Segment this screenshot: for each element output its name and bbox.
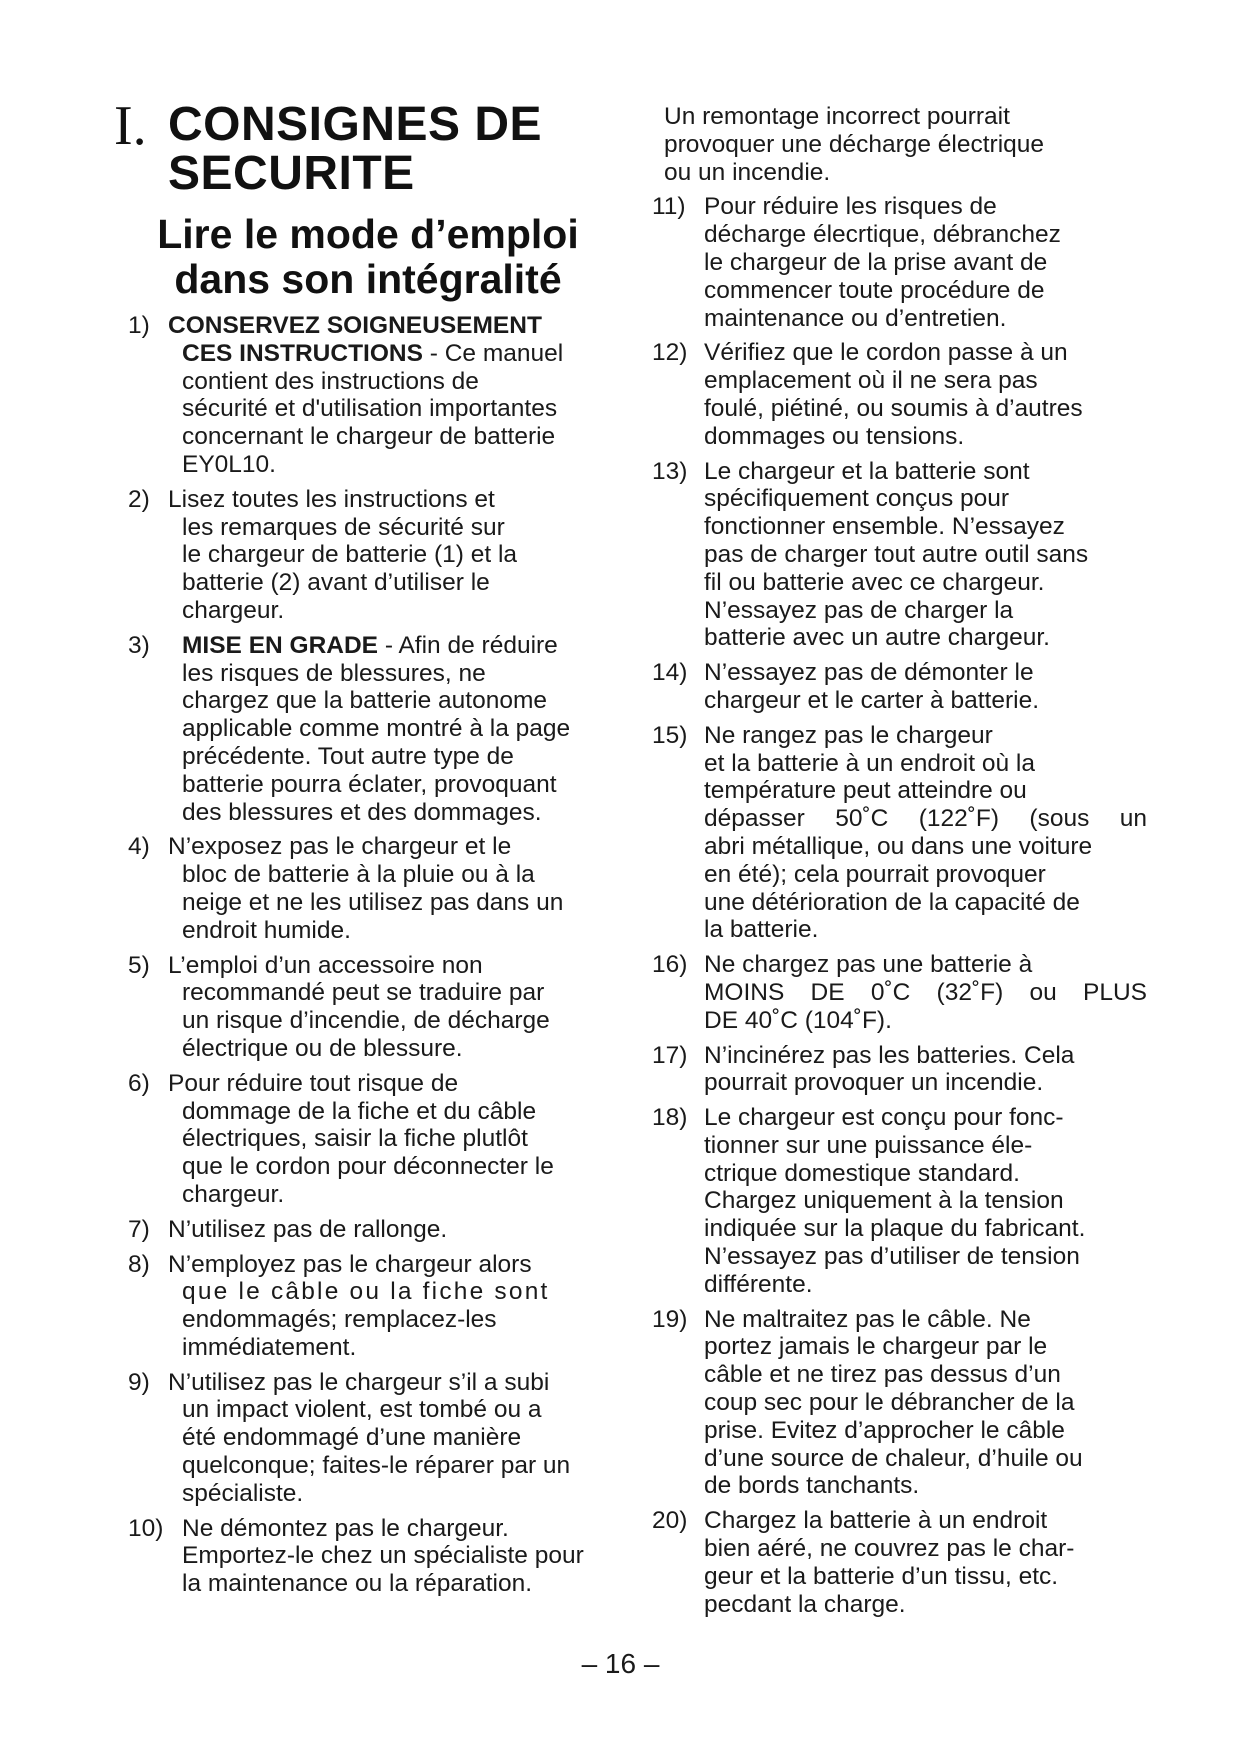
list-item: 17) N’incinérez pas les batteries. Cela pourrait provoquer un incendie. (652, 1041, 1075, 1097)
section-heading (114, 95, 628, 302)
list-item: 8) N’employez pas le chargeur alors que le câble ou la fiche sont endommagés; remplacez-les immédiatement. (128, 1250, 550, 1361)
list-item: 14) N’essayez pas de démonter le chargeur et le carter à batterie. (652, 659, 1040, 714)
list-item: 19) Ne maltraitez pas le câble. Ne portez jamais le chargeur par le câble et ne tirez pas dessus d’un coup sec pour le débrancher de la prise. Evitez d’approcher le câble d’une source de chaleur, d’huile ou de bords tanchants. (652, 1305, 1083, 1500)
left-column (114, 95, 628, 1605)
list-item: 2) Lisez toutes les instructions et les remarques de sécurité sur le chargeur de batterie (1) et la batterie (2) avant d’utiliser le chargeur. (128, 485, 518, 624)
section-roman-numeral: I. (114, 95, 147, 157)
section-title: CONSIGNES DE SECURITE (168, 98, 543, 200)
list-item: 3) MISE EN GRADE - Afin de réduire les risques de blessures, ne chargez que la batterie autonome applicable comme montré à la page précédente. Tout autre type de batterie pourra éclater, provoquant des blessures et des dommages. (128, 631, 571, 826)
page-number: – 16 – (581, 1648, 660, 1679)
list-item: 10) Ne démontez pas le chargeur. Emportez-le chez un spécialiste pour la maintenance ou la réparation. (128, 1514, 584, 1598)
list-item: 9) N’utilisez pas le chargeur s’il a subi un impact violent, est tombé ou a été endommagé d’une manière quelconque; faites-le réparer par un spécialiste. (128, 1368, 571, 1507)
list-item: 5) L’emploi d’un accessoire non recommandé peut se traduire par un risque d’incendie, de décharge électrique ou de blessure. (128, 951, 550, 1062)
list-item: 11) Pour réduire les risques de décharge élecrtique, débranchez le chargeur de la prise avant de commencer toute procédure de maintenance ou d’entretien. (652, 193, 1061, 332)
right-column (652, 103, 1147, 1625)
list-item: 18) Le chargeur est conçu pour fonc- tionner sur une puissance éle- ctrique domestique standard. Chargez uniquement à la tension indiquée sur la plaque du fabricant. N’essayez pas d’utiliser de tension différente. (652, 1104, 1086, 1298)
list-item: 20) Chargez la batterie à un endroit bien aéré, ne couvrez pas le char- geur et la batterie d’un tissu, etc. pecdant la charge. (652, 1507, 1075, 1618)
list-item: 16) Ne chargez pas une batterie à MOINS DE 0˚C (32˚F) ou PLUS DE 40˚C (104˚F). (652, 951, 1147, 1034)
list-item: 15) Ne rangez pas le chargeur et la batterie à un endroit où la température peut atteindre ou dépasser 50˚C (122˚F) (sous un abri métallique, ou dans une voiture en été); cela pourrait provoquer une détérioration de la capacité de la batterie. (652, 721, 1147, 944)
list-item: 6) Pour réduire tout risque de dommage de la fiche et du câble électriques, saisir la fiche plutlôt que le cordon pour déconnecter le chargeur. (128, 1069, 554, 1208)
list-item: 4) N’exposez pas le chargeur et le bloc de batterie à la pluie ou à la neige et ne les utilisez pas dans un endroit humide. (128, 833, 564, 944)
list-item: 1) CONSERVEZ SOIGNEUSEMENT CES INSTRUCTIONS - Ce manuel contient des instructions de sécurité et d'utilisation importantes concernant le chargeur de batterie EY0L10. (128, 312, 564, 478)
safety-list-left (128, 312, 628, 1598)
list-item: 13) Le chargeur et la batterie sont spécifiquement conçus pour fonctionner ensemble. N’essayez pas de charger tout autre outil sans fil ou batterie avec ce chargeur. N’essayez pas de charger la batterie avec un autre chargeur. (652, 457, 1089, 652)
section-subtitle: Lire le mode d’emploi dans son intégralité (157, 211, 579, 302)
list-item: 12) Vérifiez que le cordon passe à un emplacement où il ne sera pas foulé, piétiné, ou soumis à d’autres dommages ou tensions. (652, 339, 1083, 450)
list-item: 7) N’utilisez pas de rallonge. (128, 1215, 448, 1243)
list-item-continuation: Un remontage incorrect pourrait provoquer une décharge électrique ou un incendie. (664, 103, 1045, 186)
